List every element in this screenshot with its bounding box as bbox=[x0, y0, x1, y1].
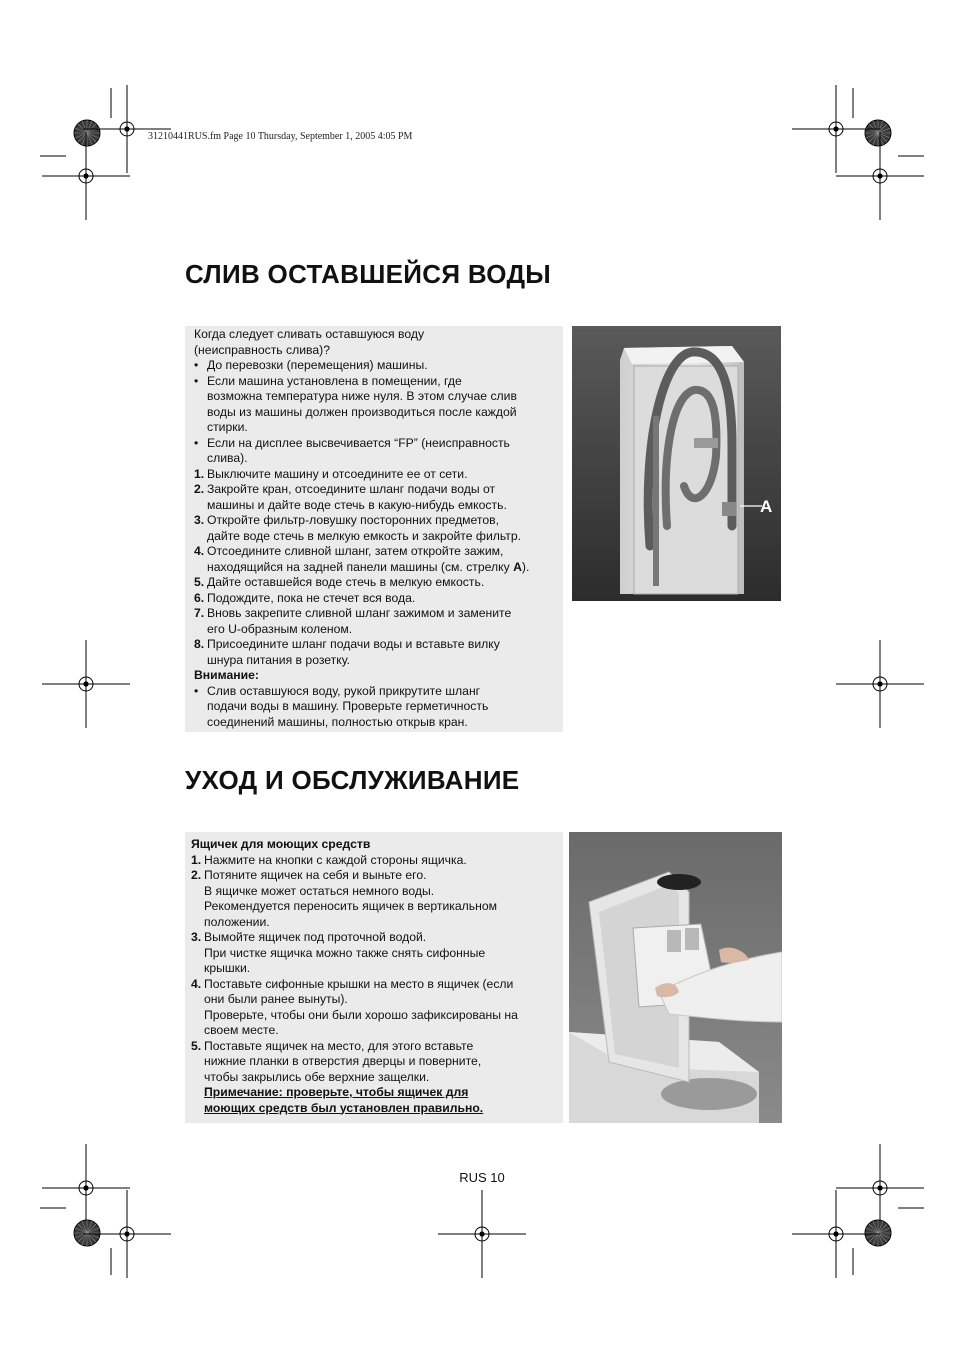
step-item: 2. Закройте кран, отсоедините шланг подачи воды от машины и дайте воде стечь в какую-нибудь емкость. bbox=[194, 482, 507, 512]
intro-line: (неисправность слива)? bbox=[194, 342, 330, 357]
step-item: 6. Подождите, пока не стечет вся вода. bbox=[194, 590, 416, 605]
step-item: 5. Дайте оставшейся воде стечь в мелкую емкость. bbox=[194, 575, 485, 589]
intro-line: Когда следует сливать оставшуюся воду bbox=[194, 327, 425, 341]
list-item: • Если на дисплее высвечивается “FP” (неисправность слива). bbox=[194, 435, 510, 465]
step-item: 3. Вымойте ящичек под проточной водой. При чистке ящичка можно также снять сифонные крышки. bbox=[191, 930, 486, 975]
photo-label-a: A bbox=[760, 497, 773, 516]
step-item: 1. Выключите машину и отсоедините ее от сети. bbox=[194, 466, 468, 481]
warning-label: Внимание: bbox=[194, 668, 259, 682]
step-item: 5. Поставьте ящичек на место, для этого вставьте нижние планки в отверстия дверцы и поверните, чтобы закрылись обе верхние защелки. Примечание: проверьте, чтобы ящичек для моющих средств был установлен правильно. bbox=[191, 1039, 561, 1117]
step-item: 2. Потяните ящичек на себя и выньте его. В ящичке может остаться немного воды. Рекомендуется переносить ящичек в вертикальном положении. bbox=[191, 868, 498, 929]
print-header: 31210441RUS.fm Page 10 Thursday, September 1, 2005 4:05 PM bbox=[148, 131, 413, 142]
step-item: 4. Поставьте сифонные крышки на место в ящичек (если они были ранее вынуты). Проверьте, чтобы они были хорошо зафиксированы на своем месте. bbox=[191, 976, 518, 1037]
step-item: 8. Присоедините шланг подачи воды и вставьте вилку шнура питания в розетку. bbox=[194, 637, 500, 667]
note-line: Примечание: проверьте, чтобы ящичек для bbox=[204, 1085, 469, 1099]
list-item: • Если машина установлена в помещении, где возможна температура ниже нуля. В этом случае слив воды из машины должен производиться после каждой стирки. bbox=[194, 373, 517, 434]
note-line: моющих средств был установлен правильно. bbox=[204, 1100, 484, 1115]
step-item: 1. Нажмите на кнопки с каждой стороны ящичка. bbox=[191, 852, 467, 867]
care-instructions-panel bbox=[185, 832, 563, 1123]
step-item: 7. Вновь закрепите сливной шланг зажимом и замените его U-образным коленом. bbox=[194, 606, 512, 636]
section-title-care: УХОД И ОБСЛУЖИВАНИЕ bbox=[185, 765, 520, 795]
detergent-drawer-photo bbox=[569, 832, 782, 1123]
warning-item: • Слив оставшуюся воду, рукой прикрутите шланг подачи воды в машину. Проверьте герметичность соединений машины, полностью открыв кран. bbox=[194, 683, 489, 729]
subsection-title: Ящичек для моющих средств bbox=[191, 837, 371, 851]
drain-instructions-panel bbox=[185, 326, 563, 732]
drain-hose-photo bbox=[572, 326, 781, 601]
list-item: • До перевозки (перемещения) машины. bbox=[194, 358, 428, 372]
step-item: 3. Откройте фильтр-ловушку посторонних предметов, дайте воде стечь в мелкую емкость и закройте фильтр. bbox=[194, 513, 522, 543]
section-title-drain: СЛИВ ОСТАВШЕЙСЯ ВОДЫ bbox=[185, 259, 552, 289]
step-item: 4. Отсоедините сливной шланг, затем откройте зажим, находящийся на задней панели машины (см. стрелку A). bbox=[194, 544, 530, 574]
page-number: RUS 10 bbox=[459, 1170, 505, 1185]
